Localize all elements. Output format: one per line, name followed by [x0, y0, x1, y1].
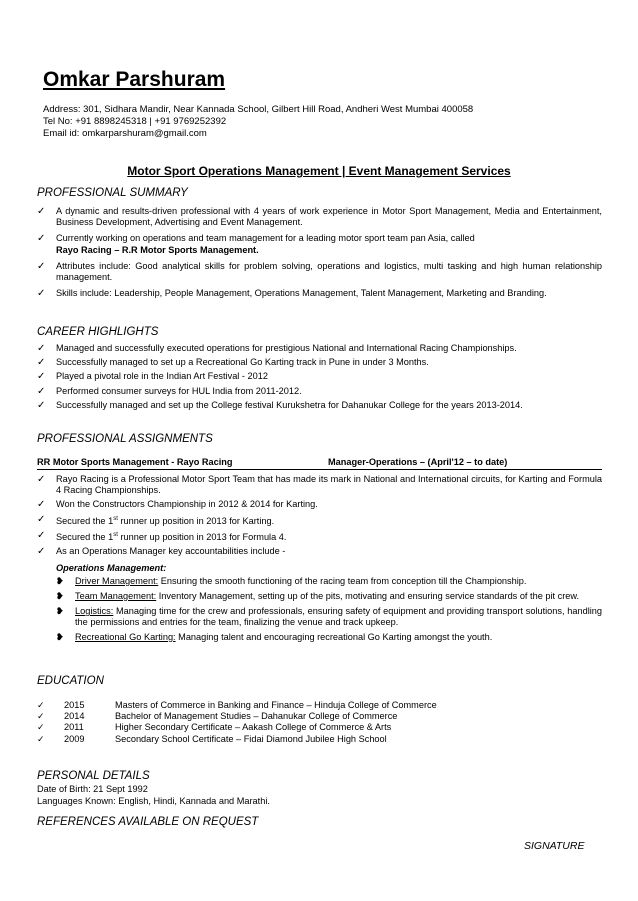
bullet-icon: ❥ — [56, 606, 64, 616]
highlights-title: CAREER HIGHLIGHTS — [37, 326, 159, 338]
assignment-header — [37, 457, 602, 470]
highlight-item: ✓ Managed and successfully executed operations for prestigious National and International Racing Championships. — [37, 343, 517, 354]
headline: Motor Sport Operations Management | Event Management Services — [127, 164, 511, 178]
operation-item: ❥ Recreational Go Karting: Managing talent and encouraging recreational Go Karting amongst the youth. — [56, 632, 493, 642]
contact-block — [43, 104, 473, 140]
summary-list — [37, 206, 602, 304]
personal-details — [37, 783, 270, 807]
education-row: ✓ 2011 Higher Secondary Certificate – Aakash College of Commerce & Arts — [37, 722, 392, 733]
check-icon: ✓ — [37, 546, 46, 558]
highlight-item: ✓ Successfully managed and set up the College festival Kurukshetra for Dahanukar College for the years 2013-2014. — [37, 399, 523, 411]
check-icon: ✓ — [37, 722, 45, 733]
check-icon: ✓ — [37, 385, 46, 397]
check-icon: ✓ — [37, 733, 45, 744]
check-icon: ✓ — [37, 474, 46, 485]
operations-list — [56, 576, 602, 647]
bullet-icon: ❥ — [56, 576, 64, 586]
highlights-list — [37, 343, 602, 414]
address: Address: 301, Sidhara Mandir, Near Kannada School, Gilbert Hill Road, Andheri West Mumbai 400058 — [43, 104, 474, 115]
signature-label: SIGNATURE — [524, 840, 585, 852]
check-icon: ✓ — [37, 288, 46, 300]
references-note: REFERENCES AVAILABLE ON REQUEST — [37, 816, 259, 828]
check-icon: ✓ — [37, 399, 46, 411]
operation-item: ❥ Team Management: Inventory Management, setting up of the pits, motivating and ensuring service standards of the pit crew. — [56, 591, 580, 601]
check-icon: ✓ — [37, 711, 45, 722]
education-row: ✓ 2009 Secondary School Certificate – Fidai Diamond Jubilee High School — [37, 733, 387, 744]
check-icon: ✓ — [37, 700, 45, 710]
education-list — [37, 700, 437, 745]
summary-title: PROFESSIONAL SUMMARY — [37, 187, 188, 199]
check-icon: ✓ — [37, 371, 46, 383]
check-icon: ✓ — [37, 357, 46, 369]
highlight-item: ✓ Played a pivotal role in the Indian Art Festival - 2012 — [37, 371, 268, 383]
highlight-item: ✓ Successfully managed to set up a Recreational Go Karting track in Pune in under 3 Months. — [37, 357, 429, 369]
email: Email id: omkarparshuram@gmail.com — [43, 128, 207, 139]
assignment-item: ✓ Won the Constructors Championship in 2012 & 2014 for Karting. — [37, 499, 318, 511]
summary-item: ✓ Skills include: Leadership, People Management, Operations Management, Talent Management, Marketing and Branding. — [37, 288, 547, 300]
operations-title: Operations Management: — [56, 563, 167, 573]
bullet-icon: ❥ — [56, 632, 64, 642]
assignment-item: ✓ As an Operations Manager key accountabilities include - — [37, 546, 286, 558]
check-icon: ✓ — [37, 206, 46, 217]
job-role: Manager-Operations – (April'12 – to date) — [328, 457, 508, 467]
bullet-icon: ❥ — [56, 591, 64, 601]
assignments-title: PROFESSIONAL ASSIGNMENTS — [37, 433, 213, 445]
telephone: Tel No: +91 8898245318 | +91 9769252392 — [43, 116, 227, 127]
summary-item: ✓ Currently working on operations and team management for a leading motor sport team pan Asia, called Rayo Racing – R.R Motor Sports Management. — [37, 233, 475, 255]
languages-known: Languages Known: English, Hindi, Kannada and Marathi. — [37, 796, 270, 806]
company-name: RR Motor Sports Management - Rayo Racing — [37, 457, 233, 467]
summary-item: ✓ Attributes include: Good analytical skills for problem solving, operations and logistics, multi tasking and high human relationship management. — [37, 260, 602, 283]
summary-item: ✓ A dynamic and results-driven professional with 4 years of work experience in Motor Sport Management, Media and Entertainment, Business Development, Advertising and Event Management. — [37, 206, 602, 228]
check-icon: ✓ — [37, 343, 46, 354]
assignment-item: ✓ Secured the 1st runner up position in 2013 for Formula 4. — [37, 529, 287, 542]
assignment-item: ✓ Secured the 1st runner up position in 2013 for Karting. — [37, 513, 275, 526]
education-title: EDUCATION — [37, 675, 104, 687]
operation-item: ❥ Driver Management: Ensuring the smooth functioning of the racing team from conception till the Championship. — [56, 576, 527, 586]
check-icon: ✓ — [37, 529, 46, 541]
personal-title: PERSONAL DETAILS — [37, 770, 150, 782]
assignment-item: ✓ Rayo Racing is a Professional Motor Sport Team that has made its mark in National and International circuits, for Karting and Formula 4 Racing Championships. — [37, 474, 602, 496]
team-name: Rayo Racing – R.R Motor Sports Management. — [56, 244, 259, 255]
operation-item: ❥ Logistics: Managing time for the crew and professionals, ensuring safety of equipment and providing transport solutions, handling the permissions and entries for the team, finalizing the venue and track upkeep. — [56, 606, 602, 627]
education-row: ✓ 2014 Bachelor of Management Studies – Dahanukar College of Commerce — [37, 711, 398, 722]
check-icon: ✓ — [37, 260, 46, 272]
check-icon: ✓ — [37, 233, 46, 245]
highlight-item: ✓ Performed consumer surveys for HUL India from 2011-2012. — [37, 385, 302, 397]
check-icon: ✓ — [37, 499, 46, 511]
candidate-name: Omkar Parshuram — [43, 68, 226, 91]
date-of-birth: Date of Birth: 21 Sept 1992 — [37, 784, 148, 794]
education-row: ✓ 2015 Masters of Commerce in Banking and Finance – Hinduja College of Commerce — [37, 700, 437, 710]
assignments-list — [37, 474, 602, 560]
check-icon: ✓ — [37, 513, 46, 525]
